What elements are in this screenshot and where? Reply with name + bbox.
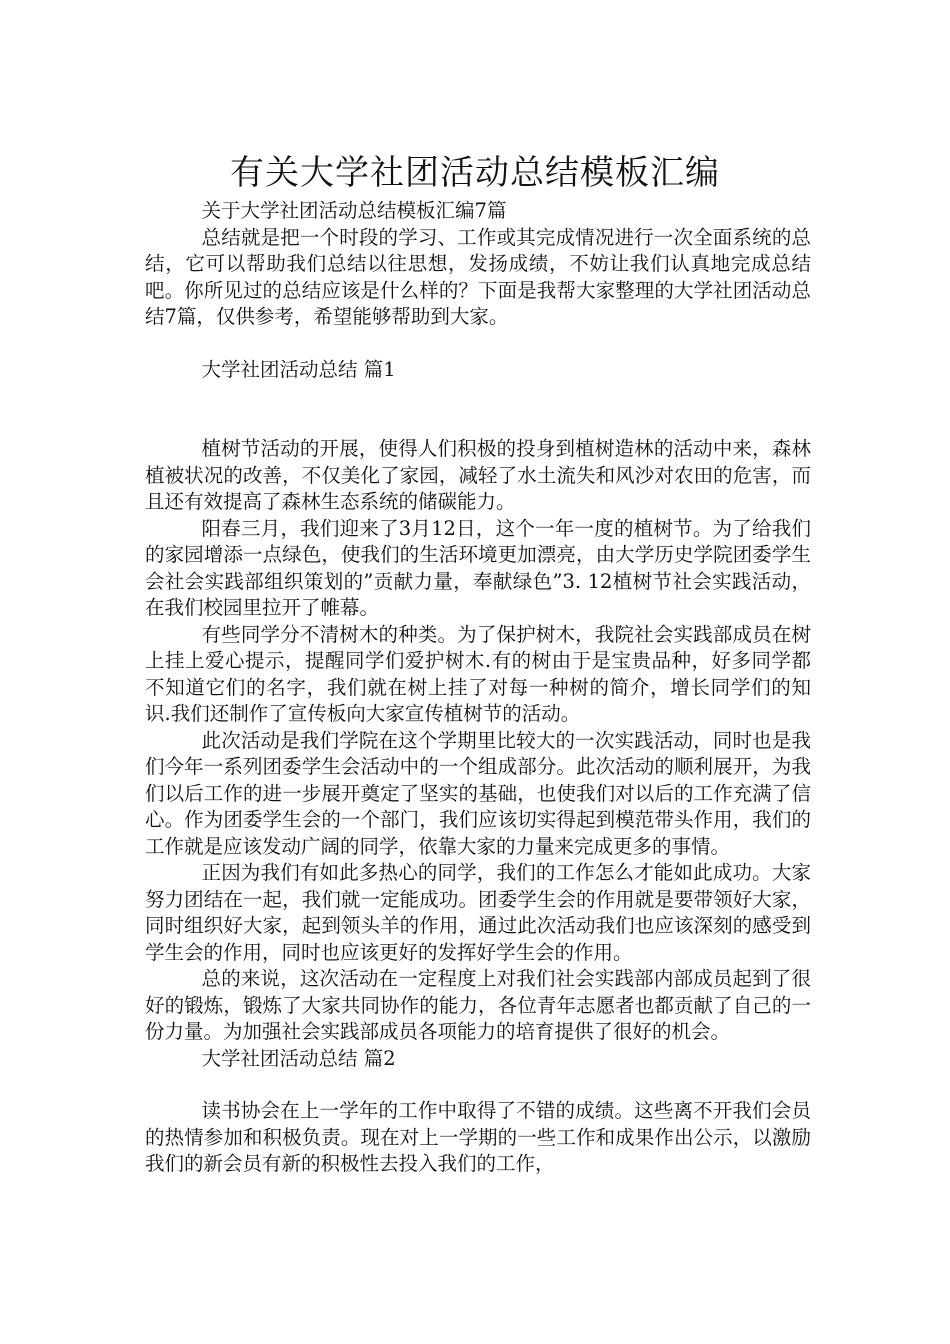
section-1-paragraph: 总的来说，这次活动在一定程度上对我们社会实践部内部成员起到了很好的锻炼，锻炼了大家共同协作的能力，各位青年志愿者也都贡献了自己的一份力量。为加强社会实践部成员各项能力的培育提供了很好的机会。 (145, 967, 811, 1043)
document-subtitle: 关于大学社团活动总结模板汇编7篇 (201, 199, 507, 222)
section-1-paragraph: 此次活动是我们学院在这个学期里比较大的一次实践活动，同时也是我们今年一系列团委学生会活动中的一个组成部分。此次活动的顺利展开，为我们以后工作的进一步展开奠定了坚实的基础，也使我们对以后的工作充满了信心。作为团委学生会的一个部门，我们应该切实得起到模范带头作用，我们的工作就是应该发动广阔的同学，依靠大家的力量来完成更多的事情。 (145, 728, 811, 858)
section-1-paragraph: 有些同学分不清树木的种类。为了保护树木，我院社会实践部成员在树上挂上爱心提示，提醒同学们爱护树木.有的树由于是宝贵品种，好多同学都不知道它们的名字，我们就在树上挂了对每一种树的简介，增长同学们的知识.我们还制作了宣传板向大家宣传植树节的活动。 (145, 622, 811, 725)
document-title: 有关大学社团活动总结模板汇编 (230, 152, 720, 193)
section-2-paragraph: 读书协会在上一学年的工作中取得了不错的成绩。这些离不开我们会员的热情参加和积极负责。现在对上一学期的一些工作和成果作出公示，以激励我们的新会员有新的积极性去投入我们的工作， (145, 1099, 811, 1175)
section-1-paragraph: 正因为我们有如此多热心的同学，我们的工作怎么才能如此成功。大家努力团结在一起，我们就一定能成功。团委学生会的作用就是要带领好大家，同时组织好大家，起到领头羊的作用，通过此次活动我们也应该深刻的感受到学生会的作用，同时也应该更好的发挥好学生会的作用。 (145, 861, 811, 964)
intro-paragraph: 总结就是把一个时段的学习、工作或其完成情况进行一次全面系统的总结，它可以帮助我们总结以往思想，发扬成绩，不妨让我们认真地完成总结吧。你所见过的总结应该是什么样的？下面是我帮大家整理的大学社团活动总结7篇，仅供参考，希望能够帮助到大家。 (145, 225, 811, 328)
section-1-paragraph: 阳春三月，我们迎来了3月12日，这个一年一度的植树节。为了给我们的家园增添一点绿色，使我们的生活环境更加漂亮，由大学历史学院团委学生会社会实践部组织策划的”贡献力量，奉献绿色”3. 12植树节社会实践活动，在我们校园里拉开了帷幕。 (145, 516, 811, 619)
document-body (145, 198, 811, 1178)
section-2-heading: 大学社团活动总结 篇2 (201, 1046, 396, 1070)
section-1-paragraph: 植树节活动的开展，使得人们积极的投身到植树造林的活动中来，森林植被状况的改善，不仅美化了家园，减轻了水土流失和风沙对农田的危害，而且还有效提高了森林生态系统的储碳能力。 (145, 437, 811, 513)
section-1-heading: 大学社团活动总结 篇1 (201, 357, 396, 381)
